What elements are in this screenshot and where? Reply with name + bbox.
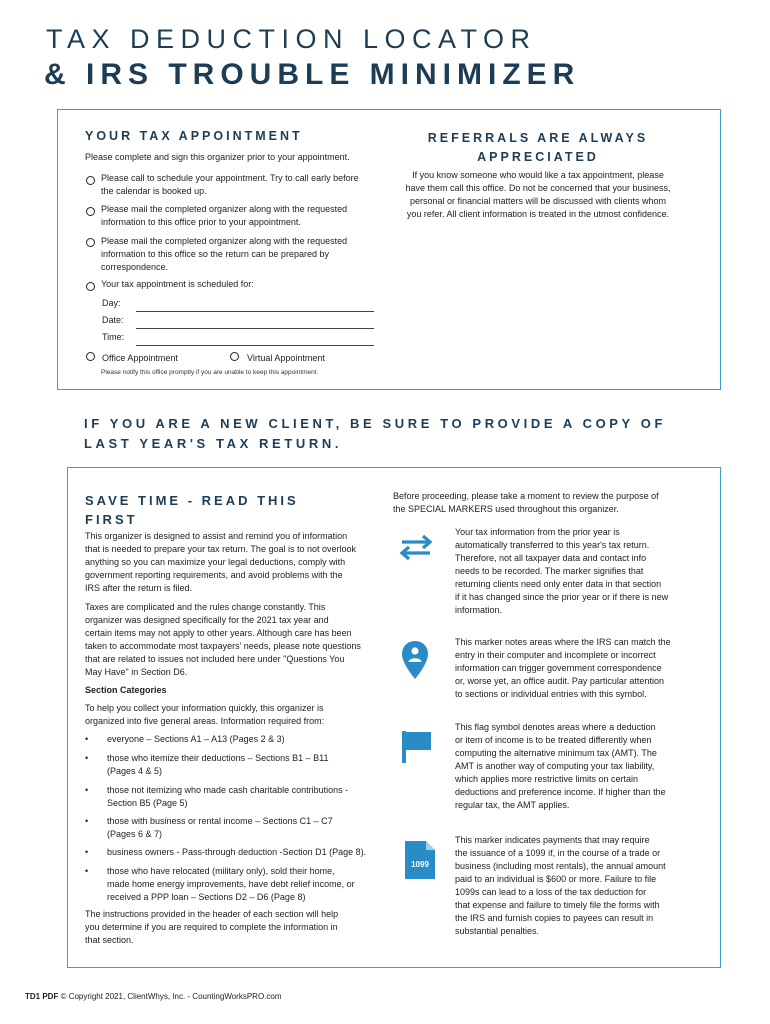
save-time-heading-line: SAVE TIME - READ THIS — [85, 493, 299, 508]
text-line: those with business or rental income – Sections C1 – C7 — [107, 816, 333, 826]
new-client-line: LAST YEAR'S TAX RETURN. — [84, 436, 343, 451]
footer-copyright: © Copyright 2021, ClientWhys, Inc. - CountingWorksPRO.com — [60, 992, 282, 1001]
save-time-heading-line: FIRST — [85, 512, 138, 527]
text-line: (Pages 4 & 5) — [107, 766, 163, 776]
referrals-heading-line: REFERRALS ARE ALWAYS — [427, 131, 649, 145]
option-line: Please call to schedule your appointment. Try to call early before — [101, 173, 359, 183]
text-line: those who itemize their deductions – Sections B1 – B11 — [107, 753, 329, 763]
bullet-text — [107, 784, 387, 810]
bullet-text — [107, 846, 387, 859]
appointment-heading: YOUR TAX APPOINTMENT — [85, 129, 303, 143]
option-line: correspondence. — [101, 262, 169, 272]
text-line: This marker notes areas where the IRS can match the — [455, 637, 671, 647]
text-line: regular tax, the AMT applies. — [455, 800, 570, 810]
bullet-item: • — [85, 816, 89, 826]
referrals-heading-line: APPRECIATED — [477, 150, 599, 164]
new-client-notice — [84, 414, 666, 454]
text-line: 1099s can lead to a loss of the tax deduction for — [455, 887, 647, 897]
markers-intro — [393, 490, 693, 516]
text-line: This flag symbol denotes areas where a deduction — [455, 722, 656, 732]
text-line: computing the alternative minimum tax (AMT). The — [455, 748, 657, 758]
marker-flag-text — [455, 721, 695, 812]
referrals-line: you refer. All client information is treated in the utmost confidence. — [406, 209, 670, 219]
text-line: May Have" in Section D6. — [85, 667, 188, 677]
bullet-text — [107, 752, 387, 778]
text-line: Before proceeding, please take a moment to review the purpose of — [393, 491, 659, 501]
text-line: to sections or individual entries with this symbol. — [455, 689, 647, 699]
text-line: substantial penalties. — [455, 926, 540, 936]
text-line: those who have relocated (military only), sold their home, — [107, 866, 335, 876]
text-line: IRS after the return is filed. — [85, 583, 193, 593]
text-line: that section. — [85, 935, 134, 945]
day-field[interactable] — [136, 311, 374, 312]
time-label: Time: — [102, 332, 125, 342]
footer — [25, 992, 282, 1001]
text-line: the issuance of a 1099 if, in the course of a trade or — [455, 848, 661, 858]
appointment-intro: Please complete and sign this organizer prior to your appointment. — [85, 152, 350, 162]
text-line: you determine if you are required to complete the information in — [85, 922, 338, 932]
bullet-text — [107, 865, 387, 904]
bullet-item: • — [85, 753, 89, 763]
title-line-1: TAX DEDUCTION LOCATOR — [46, 24, 537, 54]
section-categories-intro — [85, 702, 385, 728]
option-scheduled-text: Your tax appointment is scheduled for: — [101, 279, 254, 289]
text-line: needs to be recorded. The marker signifies that — [455, 566, 644, 576]
location-pin-icon — [401, 640, 429, 680]
section-categories-heading: Section Categories — [85, 685, 167, 695]
option-line: information to this office prior to your appointment. — [101, 217, 301, 227]
option-line: the calendar is booked up. — [101, 186, 207, 196]
option-line: Please mail the completed organizer along with the requested — [101, 204, 348, 214]
notify-text: Please notify this office promptly if you are unable to keep this appointment. — [101, 369, 319, 376]
save-time-closing — [85, 908, 385, 947]
radio-scheduled[interactable] — [86, 282, 95, 291]
text-line: certain items may not apply to other years. Although care has been — [85, 628, 352, 638]
bullet-text — [107, 733, 387, 746]
referrals-heading — [396, 129, 680, 167]
text-line: organized into five general areas. Information required from: — [85, 716, 325, 726]
text-line: Section B5 (Page 5) — [107, 798, 188, 808]
text-line: government reporting requirements, and avoid problems with the — [85, 570, 343, 580]
referrals-line: have them call this office. Do not be concerned that your business, — [405, 183, 671, 193]
text-line: Your tax information from the prior year is — [455, 527, 620, 537]
footer-code: TD1 PDF — [25, 992, 59, 1001]
marker-1099-text — [455, 834, 695, 938]
text-line: Therefore, not all taxpayer data and contact info — [455, 553, 647, 563]
text-line: that is needed to prepare your tax return. The goal is to not overlook — [85, 544, 356, 554]
flag-icon — [401, 730, 433, 764]
text-line: (Pages 6 & 7) — [107, 829, 163, 839]
text-line: The instructions provided in the header of each section will help — [85, 909, 339, 919]
arrows-icon — [398, 533, 434, 561]
text-line: deductions and preference income. If higher than the — [455, 787, 666, 797]
text-line: which applies more restrictive limits on certain — [455, 774, 639, 784]
text-line: To help you collect your information quickly, this organizer is — [85, 703, 324, 713]
text-line: business owners - Pass-through deduction -Section D1 (Page 8). — [107, 847, 367, 857]
day-label: Day: — [102, 298, 121, 308]
text-line: returning clients need only enter data in that section — [455, 579, 662, 589]
form-1099-badge: 1099 — [411, 860, 429, 869]
title-line-2: & IRS TROUBLE MINIMIZER — [44, 58, 581, 91]
date-label: Date: — [102, 315, 124, 325]
text-line: or item of income is to be treated differently when — [455, 735, 652, 745]
text-line: made home energy improvements, have debt relief income, or — [107, 879, 355, 889]
time-field[interactable] — [136, 345, 374, 346]
text-line: those not itemizing who made cash charitable contributions - — [107, 785, 349, 795]
text-line: automatically transferred to this year's tax return. — [455, 540, 650, 550]
save-time-para-2 — [85, 601, 385, 679]
referrals-text — [390, 169, 686, 221]
office-appointment-label: Office Appointment — [102, 353, 178, 363]
text-line: the SPECIAL MARKERS used throughout this organizer. — [393, 504, 619, 514]
text-line: organizer was designed specifically for the 2021 tax year and — [85, 615, 329, 625]
form-1099-icon — [404, 840, 436, 880]
text-line: taken to accommodate most taxpayers' needs, please note questions — [85, 641, 361, 651]
bullet-item: • — [85, 866, 89, 876]
text-line: the IRS and furnish copies to payees can result in — [455, 913, 654, 923]
text-line: or, worse yet, an office audit. Pay particular attention — [455, 676, 664, 686]
date-field[interactable] — [136, 328, 374, 329]
text-line: This organizer is designed to assist and remind you of information — [85, 531, 348, 541]
referrals-line: If you know someone who would like a tax appointment, please — [412, 170, 664, 180]
option-call-text — [101, 172, 391, 198]
bullet-item: • — [85, 734, 89, 744]
marker-arrows-text — [455, 526, 695, 617]
radio-virtual-appointment[interactable] — [230, 352, 239, 361]
bullet-item: • — [85, 785, 89, 795]
bullet-text — [107, 815, 387, 841]
referrals-line: personal or financial matters will be discussed with clients whom — [409, 196, 667, 206]
text-line: anything so you can maximize your legal deductions, comply with — [85, 557, 346, 567]
text-line: if it has changed since the prior year or if there is new — [455, 592, 669, 602]
virtual-appointment-label: Virtual Appointment — [247, 353, 325, 363]
text-line: This marker indicates payments that may require — [455, 835, 650, 845]
option-mail-corr-text — [101, 235, 391, 274]
new-client-line: IF YOU ARE A NEW CLIENT, BE SURE TO PROVIDE A COPY OF — [84, 416, 667, 431]
radio-mail-correspondence[interactable] — [86, 238, 95, 247]
text-line: Taxes are complicated and the rules change constantly. This — [85, 602, 326, 612]
marker-pin-text — [455, 636, 695, 701]
text-line: information. — [455, 605, 503, 615]
text-line: everyone – Sections A1 – A13 (Pages 2 & 3) — [107, 734, 285, 744]
option-line: Please mail the completed organizer along with the requested — [101, 236, 348, 246]
text-line: entry in their computer and incomplete or incorrect — [455, 650, 656, 660]
text-line: received a PPP loan – Sections D2 – D6 (Page 8) — [107, 892, 306, 902]
radio-call-schedule[interactable] — [86, 176, 95, 185]
text-line: that are related to issues not included here under "Questions You — [85, 654, 345, 664]
save-time-heading — [85, 491, 299, 529]
bullet-item: • — [85, 847, 89, 857]
save-time-para-1 — [85, 530, 385, 595]
radio-mail-prior[interactable] — [86, 207, 95, 216]
option-line: information to this office so the return can be prepared by — [101, 249, 329, 259]
text-line: paid to an individual is $600 or more. Failure to file — [455, 874, 657, 884]
radio-office-appointment[interactable] — [86, 352, 95, 361]
text-line: that expense and failure to timely file the forms with — [455, 900, 660, 910]
option-mail-prior-text — [101, 203, 391, 229]
text-line: business (including most rentals), the annual amount — [455, 861, 666, 871]
text-line: AMT is another way of computing your tax liability, — [455, 761, 655, 771]
text-line: information can trigger government correspondence — [455, 663, 662, 673]
